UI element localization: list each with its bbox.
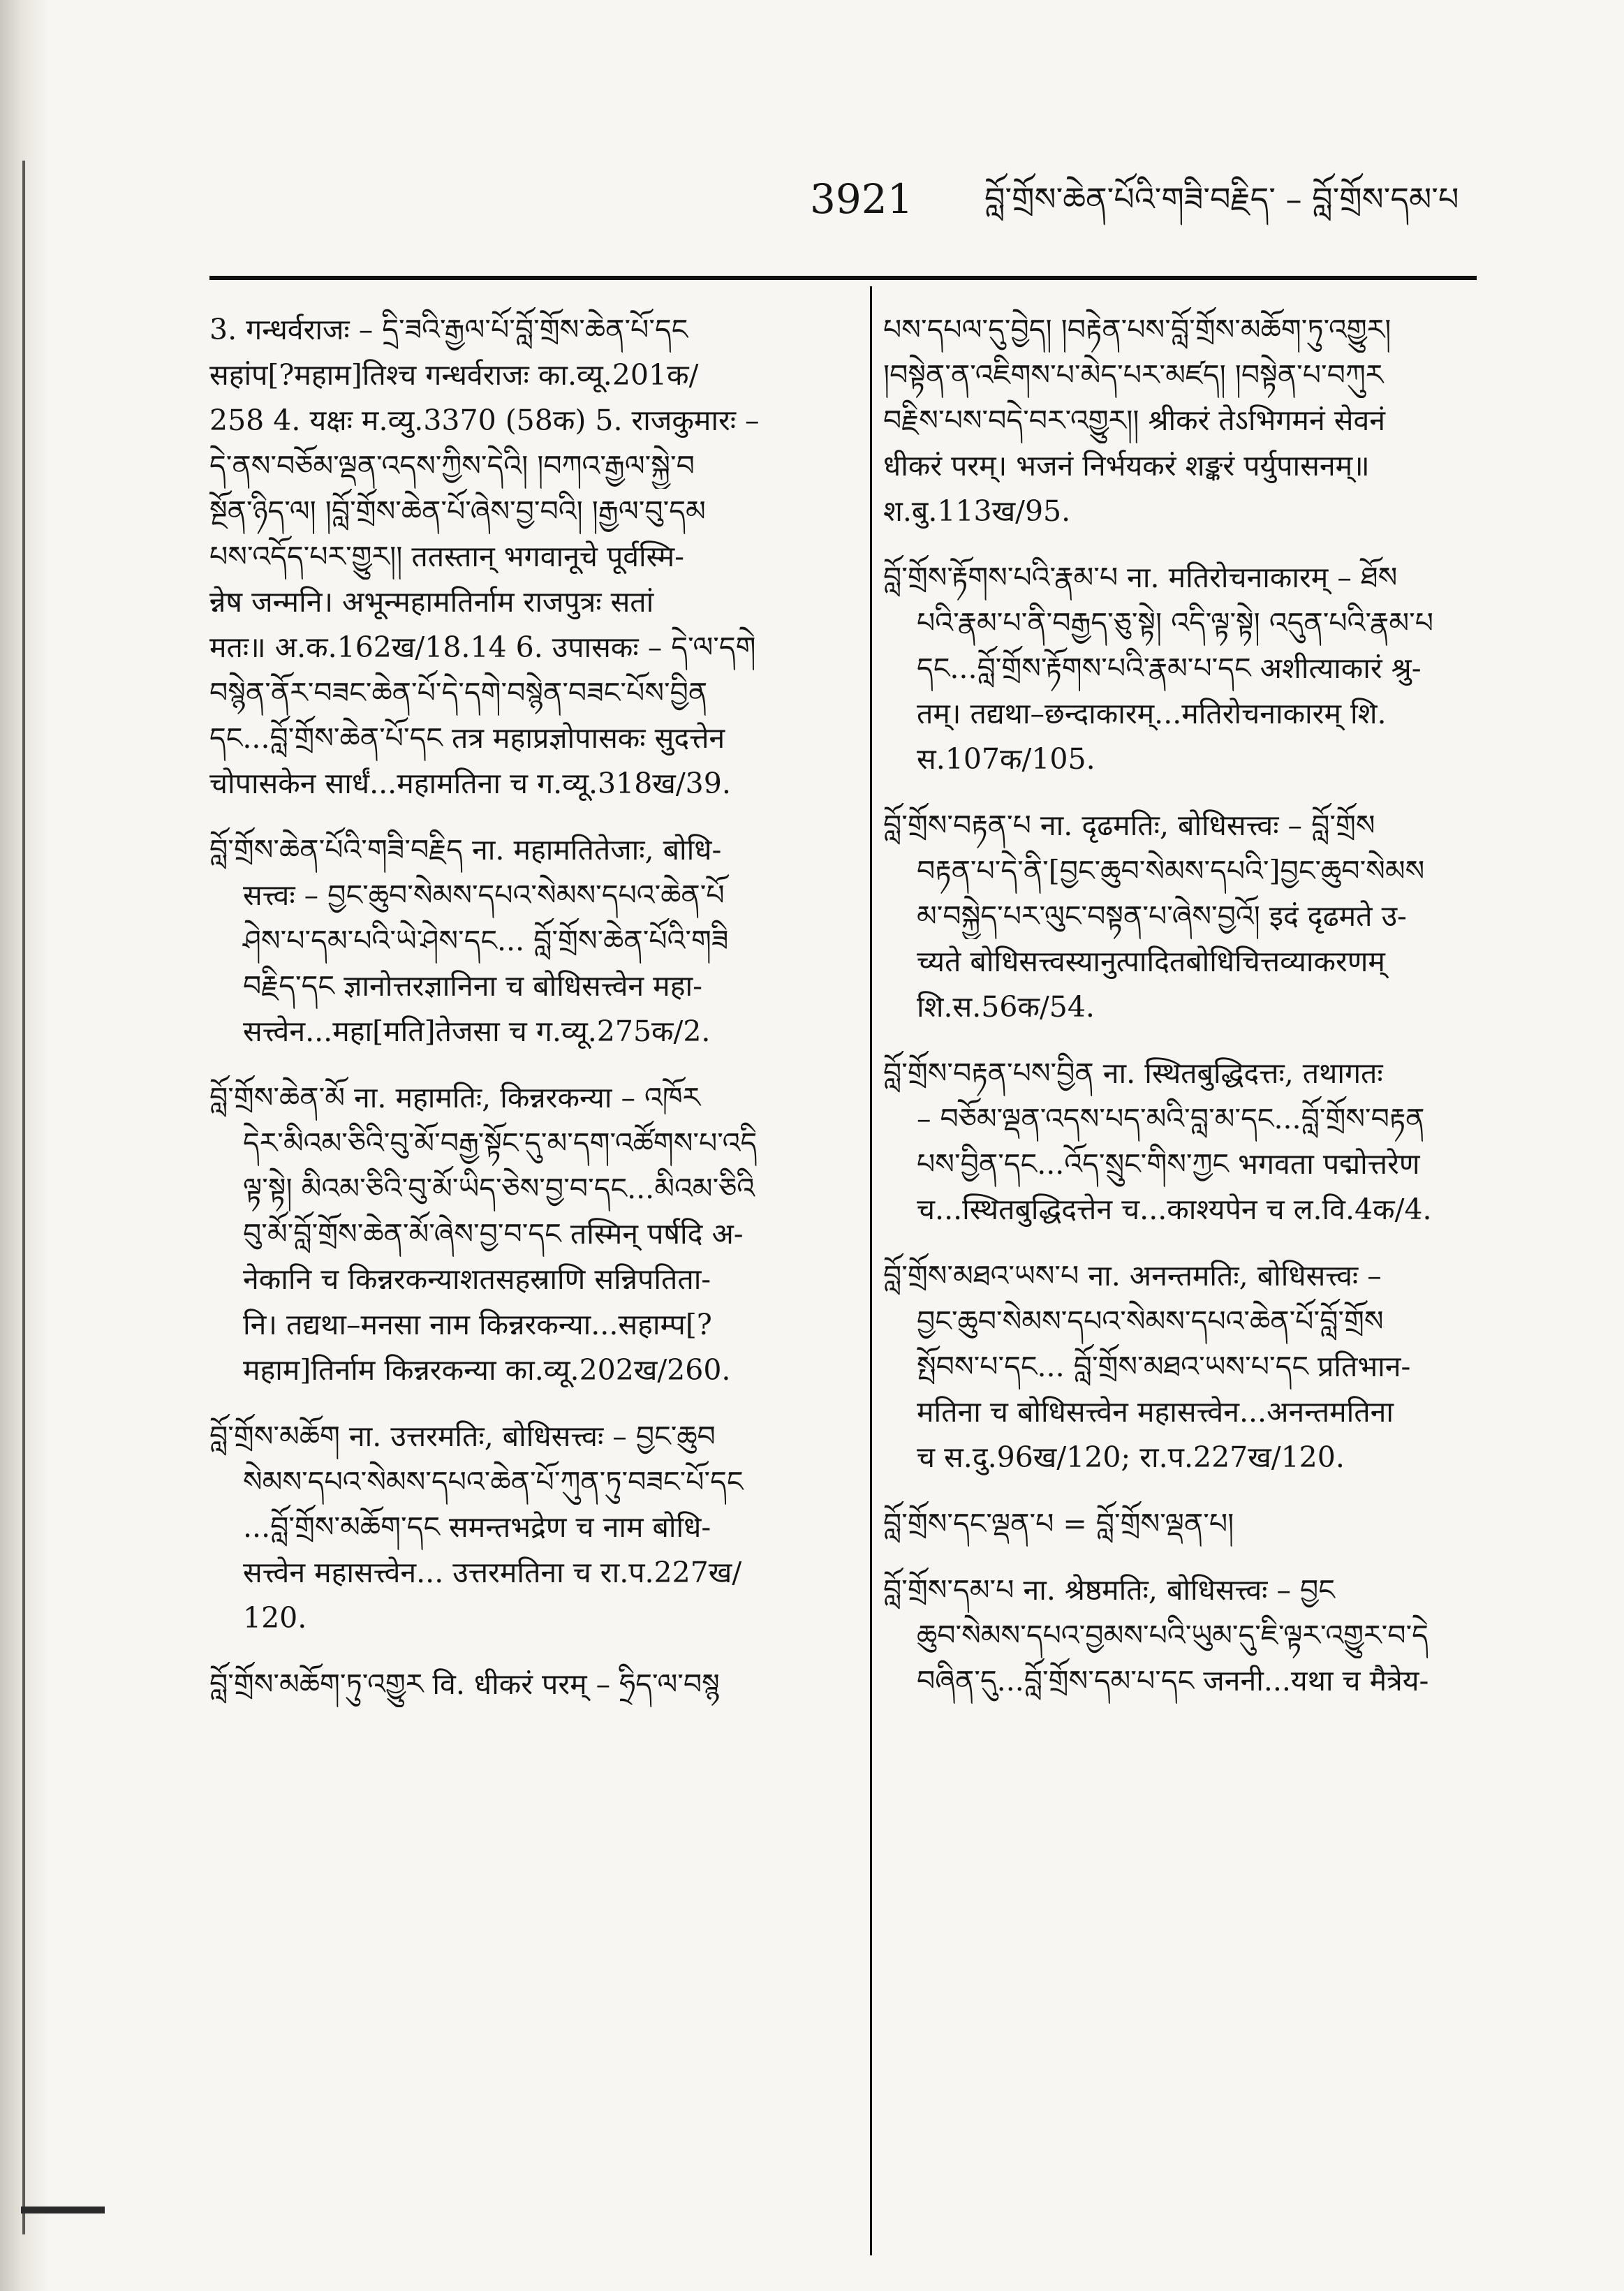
- dictionary-entry: [883, 1501, 1477, 1547]
- dictionary-entry: [883, 555, 1477, 782]
- entry-text-line: मतिना च बोधिसत्त्वेन महासत्त्वेन...अनन्तमतिना: [917, 1395, 1394, 1429]
- entry-text-line: शि.स.56क/54.: [917, 990, 1095, 1024]
- entry-headword-line: བློ་གྲོས་བརྟན་པས་བྱིན ना. स्थितबुद्धिदत्तः, तथागतः: [883, 1056, 1383, 1090]
- entry-text-line: དང...བློ་གྲོས་ཆེན་པོ་དང तत्र महाप्रज्ञोपासकः सुदत्तेन: [209, 721, 725, 755]
- entry-text-line: श.बु.113ख/95.: [883, 494, 1071, 528]
- entry-headword-line: བློ་གྲོས་རྟོགས་པའི་རྣམ་པ ना. मतिरोचनाकारम् – ཐོས: [883, 561, 1398, 594]
- entry-text-line: धीकरं परम्। भजनं निर्भयकरं शङ्करं पर्युपासनम्॥: [883, 449, 1370, 482]
- entry-text-line: तम्। तद्यथा–छन्दाकारम्...मतिरोचनाकारम् शि.: [917, 697, 1387, 730]
- entry-text-line: च स.दु.96ख/120; रा.प.227ख/120.: [917, 1441, 1345, 1474]
- entry-text-line: དེ་ནས་བཅོམ་ལྡན་འདས་ཀྱིས་དེའི། །བཀའ་རྒྱལ་སྐྱེ་བ: [209, 449, 695, 482]
- dictionary-entry: [883, 1253, 1477, 1480]
- entry-text-line: དང...བློ་གྲོས་རྟོགས་པའི་རྣམ་པ་དང अशीत्याकारं श्रु-: [917, 651, 1422, 685]
- entry-text-line: महाम]तिर्नाम किन्नरकन्या का.व्यू.202ख/260.: [243, 1353, 731, 1387]
- left-column: [209, 307, 831, 1728]
- entry-headword-line: བློ་གྲོས་ཆེན་པོའི་གཟི་བརྗིད ना. महामतितेजाः, बोधि-: [209, 833, 722, 867]
- entry-headword-line: བློ་གྲོས་དང་ལྡན་པ = བློ་གྲོས་ལྡན་པ།: [883, 1507, 1234, 1540]
- entry-text-line: སེམས་དཔའ་སེམས་དཔའ་ཆེན་པོ་ཀུན་ཏུ་བཟང་པོ་དང: [243, 1465, 744, 1498]
- column-divider: [870, 286, 872, 2255]
- running-head: བློ་གྲོས་ཆེན་པོའི་གཟི་བརྗིད་ – བློ་གྲོས་དམ་པ: [984, 180, 1459, 218]
- entry-text-line: བརྗིད་དང ज्ञानोत्तरज्ञानिना च बोधिसत्त्वेन महा-: [243, 969, 702, 1003]
- entry-text-line: མ་བསྐྱེད་པར་ལུང་བསྟན་པ་ཞེས་བྱའོ། इदं दृढमते उ-: [917, 899, 1407, 933]
- entry-text-line: །བསྟེན་ན་འཇིགས་པ་མེད་པར་མཛད། །བསྟེན་པ་བཀུར: [883, 358, 1384, 392]
- entry-text-line: ཤེས་པ་དམ་པའི་ཡེ་ཤེས་དང... བློ་གྲོས་ཆེན་པོའི་གཟི: [243, 924, 729, 957]
- entry-text-line: स.107क/105.: [917, 742, 1095, 776]
- entry-text-line: པའི་རྣམ་པ་ནི་བརྒྱད་ཅུ་སྟེ། འདི་ལྟ་སྟེ། འདུན་པའི་རྣམ་པ: [917, 606, 1434, 640]
- entry-headword-line: 3. गन्धर्वराजः – དྲི་ཟའི་རྒྱལ་པོ་བློ་གྲོས་ཆེན་པོ་དང: [209, 313, 688, 346]
- right-column: [883, 307, 1477, 1725]
- dictionary-entry: [209, 827, 831, 1054]
- entry-text-line: सत्त्वेन...महा[मति]तेजसा च ग.व्यू.275क/2.: [243, 1015, 711, 1048]
- entry-text-line: པས་བྱིན་དང...འོད་སྲུང་གིས་ཀྱང भगवता पद्मोत्तरेण: [917, 1147, 1420, 1181]
- entry-text-line: चोपासकेन सार्धं...महामतिना च ग.व्यू.318ख/39.: [209, 767, 731, 800]
- binding-foot-mark: [21, 2207, 105, 2213]
- entry-text-line: सत्त्वः – བྱང་ཆུབ་སེམས་དཔའ་སེམས་དཔའ་ཆེན་པོ: [243, 878, 725, 912]
- entry-text-line: 258 4. यक्षः म.व्यु.3370 (58क) 5. राजकुमारः –: [209, 404, 760, 437]
- entry-headword-line: པས་དཔལ་དུ་བྱེད། །བརྟེན་པས་བློ་གྲོས་མཆོག་ཏུ་འགྱུར།: [883, 313, 1392, 346]
- entry-text-line: सत्त्वेन महासत्त्वेन... उत्तरमतिना च रा.प.227ख/: [243, 1556, 742, 1589]
- entry-text-line: ...བློ་གྲོས་མཆོག་དང समन्तभद्रेण च नाम बोधि-: [243, 1510, 711, 1544]
- binding-edge-line: [22, 161, 25, 2234]
- dictionary-entry: [209, 307, 831, 806]
- dictionary-entry: [883, 307, 1477, 534]
- entry-text-line: བསྙེན་ནོར་བཟང་ཆེན་པོ་དེ་དགེ་བསྙེན་བཟང་པོས་བྱིན: [209, 676, 708, 709]
- entry-text-line: सहांप[?महाम]तिश्च गन्धर्वराजः का.व्यू.201क/: [209, 358, 699, 392]
- entry-text-line: च्यते बोधिसत्त्वस्यानुत्पादितबोधिचित्तव्याकरणम्: [917, 945, 1385, 978]
- entry-headword-line: བློ་གྲོས་བརྟན་པ ना. दृढमतिः, बोधिसत्त्वः – བློ་གྲོས: [883, 809, 1375, 842]
- page-number: 3921: [810, 175, 913, 223]
- entry-text-line: ལྟ་སྟེ། མིའམ་ཅིའི་བུ་མོ་ཡིད་ཅེས་བྱ་བ་དང...མིའམ་ཅིའི: [243, 1172, 755, 1205]
- entry-headword-line: བློ་གྲོས་ཆེན་མོ ना. महामतिः, किन्नरकन्या – འཁོར: [209, 1081, 701, 1114]
- dictionary-entry: [883, 1051, 1477, 1232]
- entry-text-line: པས་འདོད་པར་གྱུར།། ततस्तान् भगवानूचे पूर्वस्मि-: [209, 540, 684, 573]
- entry-text-line: – བཅོམ་ལྡན་འདས་པད་མའི་བླ་མ་དང...བློ་གྲོས་བརྟན: [917, 1102, 1425, 1135]
- entry-text-line: བྱང་ཆུབ་སེམས་དཔའ་སེམས་དཔའ་ཆེན་པོ་བློ་གྲོས: [917, 1304, 1384, 1338]
- entry-text-line: སྔོན་ཉིད་ལ། །བློ་གྲོས་ཆེན་པོ་ཞེས་བྱ་བའི། །རྒྱལ་བུ་དམ: [209, 494, 706, 528]
- entry-text-line: न्नेष जन्मनि। अभून्महामतिर्नाम राजपुत्रः सतां: [209, 585, 654, 619]
- entry-headword-line: བློ་གྲོས་མཆོག་ཏུ་འགྱུར वि. धीकरं परम् – ཧྲིད་ལ་བསྙ: [209, 1667, 720, 1701]
- header-rule: [209, 276, 1477, 280]
- entry-text-line: 120.: [243, 1601, 307, 1635]
- entry-text-line: བུ་མོ་བློ་གྲོས་ཆེན་མོ་ཞེས་བྱ་བ་དང तस्मिन् पर्षदि अ-: [243, 1217, 744, 1251]
- dictionary-entry: [883, 1568, 1477, 1704]
- entry-headword-line: བློ་གྲོས་མཆོག ना. उत्तरमतिः, बोधिसत्त्वः – བྱང་ཆུབ: [209, 1420, 716, 1453]
- entry-text-line: ཆུབ་སེམས་དཔའ་བྱམས་པའི་ཡུམ་དུ་ཇི་ལྟར་འགྱུར་བ་དེ: [917, 1619, 1429, 1652]
- entry-text-line: च...स्थितबुद्धिदत्तेन च...काश्यपेन च ल.वि.4क/4.: [917, 1193, 1432, 1226]
- page-header: [0, 168, 1624, 230]
- entry-text-line: मतः॥ अ.क.162ख/18.14 6. उपासकः – དེ་ལ་དགེ: [209, 631, 756, 664]
- dictionary-entry: [209, 1414, 831, 1641]
- entry-text-line: བརྗིས་པས་བདེ་བར་འགྱུར།། श्रीकरं तेऽभिगमनं सेवनं: [883, 404, 1385, 437]
- dictionary-entry: [209, 1662, 831, 1707]
- entry-text-line: नि। तद्यथा–मनसा नाम किन्नरकन्या...सहाम्प[?: [243, 1308, 712, 1341]
- entry-text-line: དེར་མིའམ་ཅིའི་བུ་མོ་བརྒྱ་སྟོང་དུ་མ་དག་འཚོགས་པ་འདི: [243, 1126, 758, 1160]
- entry-text-line: བརྟན་པ་དེ་ནི་[བྱང་ཆུབ་སེམས་དཔའི་]བྱང་ཆུབ་སེམས: [917, 854, 1425, 887]
- dictionary-entry: [209, 1075, 831, 1393]
- entry-text-line: སྤོབས་པ་དང... བློ་གྲོས་མཐའ་ཡས་པ་དང प्रतिभान-: [917, 1350, 1411, 1383]
- entry-text-line: བཞིན་དུ...བློ་གྲོས་དམ་པ་དང जननी...यथा च मैत्रेय-: [917, 1664, 1429, 1697]
- entry-headword-line: བློ་གྲོས་དམ་པ ना. श्रेष्ठमतिः, बोधिसत्त्वः – བྱང: [883, 1573, 1335, 1607]
- dictionary-entry: [883, 803, 1477, 1030]
- entry-text-line: नेकानि च किन्नरकन्याशतसहस्राणि सन्निपतिता-: [243, 1262, 711, 1296]
- entry-headword-line: བློ་གྲོས་མཐའ་ཡས་པ ना. अनन्तमतिः, बोधिसत्त्वः –: [883, 1259, 1382, 1292]
